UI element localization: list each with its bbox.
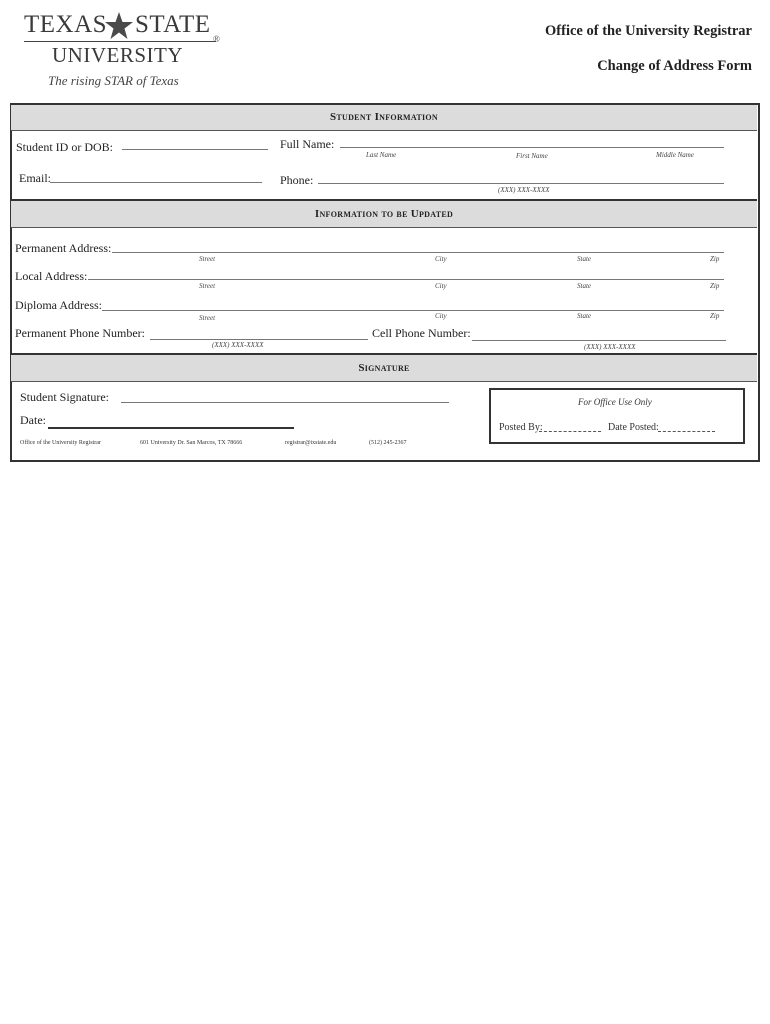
- permanent-city-caption: City: [435, 255, 447, 263]
- local-zip-caption: Zip: [710, 282, 720, 290]
- student-id-label: Student ID or DOB:: [16, 140, 113, 154]
- footer-address: 601 University Dr. San Marcos, TX 78666: [140, 440, 243, 446]
- cell-phone-field[interactable]: [472, 340, 726, 341]
- posted-by-field[interactable]: [539, 431, 601, 432]
- footer-phone: (512) 245-2367: [369, 440, 407, 446]
- student-signature-label: Student Signature:: [20, 390, 109, 404]
- footer-office: Office of the University Registrar: [20, 440, 101, 446]
- email-label: Email:: [19, 171, 51, 185]
- section-information-to-be-updated: Information to be Updated: [11, 199, 757, 228]
- local-address-label: Local Address:: [15, 269, 88, 283]
- logo-word-university: UNIVERSITY: [52, 43, 183, 67]
- first-name-caption: First Name: [516, 152, 548, 160]
- logo-registered-mark: ®: [213, 34, 220, 44]
- diploma-zip-caption: Zip: [710, 312, 720, 320]
- permanent-phone-field[interactable]: [150, 339, 368, 340]
- date-label: Date:: [20, 413, 46, 427]
- date-posted-field[interactable]: [658, 431, 715, 432]
- permanent-state-caption: State: [577, 255, 591, 263]
- local-state-caption: State: [577, 282, 591, 290]
- permanent-address-field[interactable]: [112, 252, 724, 253]
- cell-phone-label: Cell Phone Number:: [372, 326, 471, 340]
- local-city-caption: City: [435, 282, 447, 290]
- footer-email: registrar@txstate.edu: [285, 440, 337, 446]
- phone-format-caption: (XXX) XXX-XXXX: [498, 186, 550, 194]
- date-posted-label: Date Posted:: [608, 422, 659, 433]
- date-field[interactable]: [48, 427, 294, 429]
- diploma-street-caption: Street: [199, 314, 216, 322]
- permanent-phone-format-caption: (XXX) XXX-XXXX: [212, 341, 264, 349]
- student-signature-field[interactable]: [121, 402, 449, 403]
- email-field[interactable]: [50, 182, 262, 183]
- permanent-zip-caption: Zip: [710, 255, 720, 263]
- phone-label: Phone:: [280, 173, 314, 187]
- logo-word-texas: TEXAS: [24, 11, 108, 38]
- local-street-caption: Street: [199, 282, 216, 290]
- section-signature: Signature: [11, 353, 757, 382]
- logo-rule: [24, 41, 216, 42]
- form-title: Change of Address Form: [597, 58, 752, 74]
- last-name-caption: Last Name: [366, 151, 397, 159]
- posted-by-label: Posted By:: [499, 422, 543, 433]
- permanent-phone-label: Permanent Phone Number:: [15, 326, 145, 340]
- full-name-label: Full Name:: [280, 137, 335, 151]
- diploma-state-caption: State: [577, 312, 591, 320]
- section-student-information: Student Information: [11, 103, 757, 131]
- diploma-address-label: Diploma Address:: [15, 298, 102, 312]
- logo-word-state: STATE: [135, 11, 211, 38]
- phone-field[interactable]: [318, 183, 724, 184]
- logo-tagline: The rising STAR of Texas: [48, 73, 179, 88]
- student-id-field[interactable]: [122, 149, 268, 150]
- permanent-street-caption: Street: [199, 255, 216, 263]
- full-name-field[interactable]: [340, 147, 724, 148]
- permanent-address-label: Permanent Address:: [15, 241, 112, 255]
- cell-phone-format-caption: (XXX) XXX-XXXX: [584, 343, 636, 351]
- diploma-address-field[interactable]: [102, 310, 724, 311]
- diploma-city-caption: City: [435, 312, 447, 320]
- middle-name-caption: Middle Name: [656, 151, 694, 159]
- office-use-caption: For Office Use Only: [578, 397, 652, 407]
- local-address-field[interactable]: [88, 279, 724, 280]
- star-icon: [104, 11, 134, 41]
- university-logo: [22, 8, 222, 92]
- office-title: Office of the University Registrar: [545, 23, 752, 39]
